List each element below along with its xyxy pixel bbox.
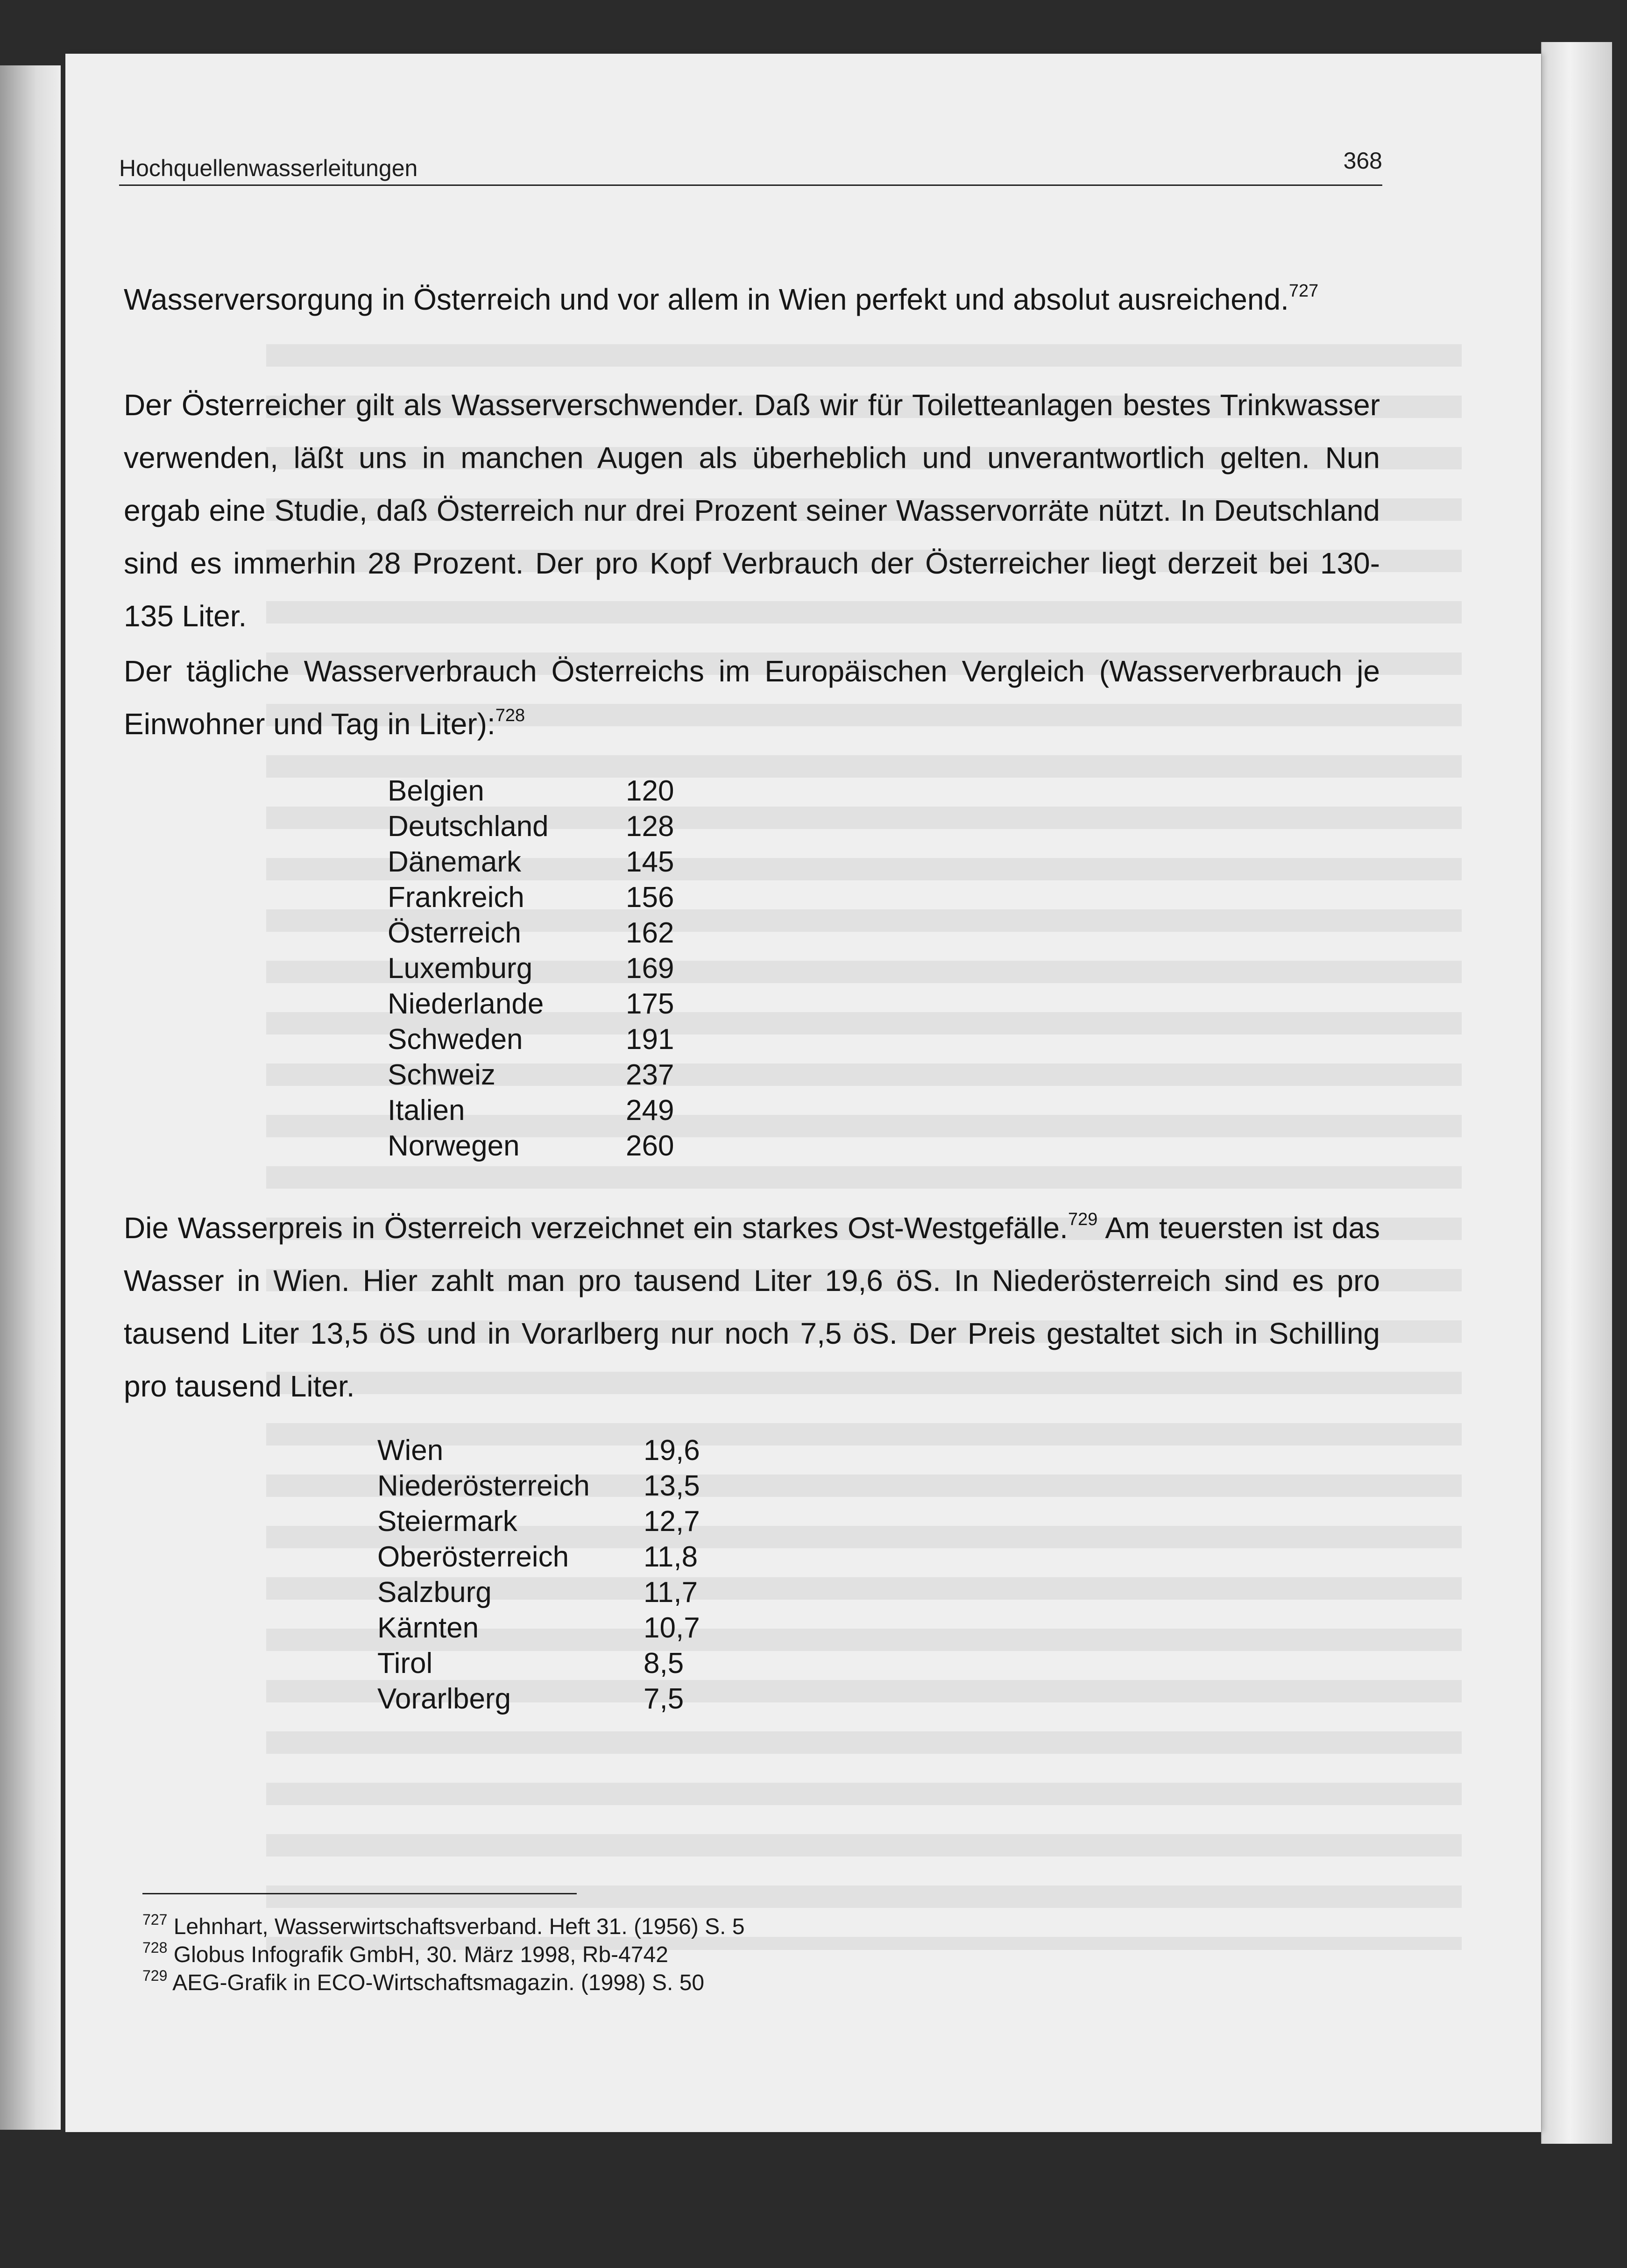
consumption-row-label: Frankreich (388, 881, 524, 914)
consumption-row (388, 986, 714, 1022)
price-row-value: 11,7 (644, 1576, 698, 1609)
footnote-ref-727: 727 (1288, 281, 1319, 301)
consumption-row-value: 260 (626, 1130, 674, 1162)
consumption-row-label: Belgien (388, 775, 484, 807)
consumption-table (388, 773, 714, 1164)
price-row-value: 8,5 (644, 1647, 684, 1680)
consumption-row (388, 915, 714, 951)
price-row (377, 1575, 714, 1610)
consumption-row-value: 175 (626, 988, 674, 1020)
consumption-row-label: Norwegen (388, 1130, 520, 1162)
consumption-row-label: Italien (388, 1094, 465, 1127)
price-row-value: 13,5 (644, 1470, 700, 1502)
price-row (377, 1610, 714, 1646)
footnote-729: $^{729}$ AEG-Grafik in ECO-Wirtschaftsmagazin. (1998) S. 50 (142, 1967, 705, 1995)
consumption-row-label: Deutschland (388, 810, 549, 843)
paragraph-2: Der Österreicher gilt als Wasserverschwender. Daß wir für Toiletteanlagen bestes Trinkwasser verwenden, läßt uns in manchen Augen als überheblich und unverantwortlich gelten. Nun ergab eine Studie, daß Österreich nur drei Prozent seiner Wasservorräte nützt. In Deutschland sind es immerhin 28 Prozent. Der pro Kopf Verbrauch der Österreicher liegt derzeit bei 130-135 Liter. (124, 388, 1380, 633)
consumption-row-label: Luxemburg (388, 952, 533, 985)
consumption-row (388, 1057, 714, 1093)
price-row-label: Oberösterreich (377, 1541, 569, 1573)
footnote-727: $^{727}$ Lehnhart, Wasserwirtschaftsverband. Heft 31. (1956) S. 5 (142, 1911, 745, 1939)
price-row-label: Wien (377, 1434, 444, 1467)
footnote-ref-729: 729 (1068, 1210, 1098, 1229)
consumption-row-value: 169 (626, 952, 674, 985)
book-page (65, 54, 1541, 2132)
consumption-row-label: Dänemark (388, 846, 521, 878)
footnote-rule (142, 1893, 577, 1894)
consumption-row-value: 156 (626, 881, 674, 914)
consumption-row (388, 1093, 714, 1128)
consumption-row-label: Österreich (388, 917, 521, 949)
price-row-label: Niederösterreich (377, 1470, 590, 1502)
price-row-label: Tirol (377, 1647, 433, 1680)
consumption-row-value: 237 (626, 1059, 674, 1091)
price-row (377, 1504, 714, 1539)
header-title: Hochquellenwasserleitungen (119, 155, 418, 181)
consumption-row-label: Schweiz (388, 1059, 495, 1091)
paragraph-1: Wasserversorgung in Österreich und vor allem in Wien perfekt und absolut ausreichend.$^{727}$ (124, 281, 1319, 316)
price-row-value: 11,8 (644, 1541, 698, 1573)
book-left-edge (0, 65, 61, 2130)
consumption-row (388, 1022, 714, 1057)
consumption-row-value: 249 (626, 1094, 674, 1127)
consumption-row (388, 951, 714, 986)
paragraph-3: Der tägliche Wasserverbrauch Österreichs im Europäischen Vergleich (Wasserverbrauch je Einwohner und Tag in Liter):$^{728}$ (124, 654, 1380, 741)
consumption-row (388, 773, 714, 809)
page-stack-edge (1541, 42, 1612, 2144)
price-row-value: 10,7 (644, 1612, 700, 1644)
footnote-ref-728: 728 (495, 706, 525, 725)
price-row (377, 1433, 714, 1468)
price-row-label: Vorarlberg (377, 1683, 511, 1715)
consumption-row-label: Schweden (388, 1023, 523, 1056)
price-table (377, 1433, 714, 1717)
price-row-value: 7,5 (644, 1683, 684, 1715)
paragraph-4: Die Wasserpreis in Österreich verzeichnet ein starkes Ost-Westgefälle.$^{729}$ Am teuersten ist das Wasser in Wien. Hier zahlt man pro tausend Liter 19,6 öS. In Niederösterreich sind es pro tausend Liter 13,5 öS und in Vorarlberg nur noch 7,5 öS. Der Preis gestaltet sich in Schilling pro tausend Liter. (124, 1210, 1380, 1403)
price-row-label: Steiermark (377, 1505, 517, 1538)
price-row-label: Kärnten (377, 1612, 479, 1644)
consumption-row (388, 844, 714, 880)
price-row (377, 1681, 714, 1717)
price-row-value: 12,7 (644, 1505, 700, 1538)
consumption-row-value: 120 (626, 775, 674, 807)
page-number: 368 (1343, 148, 1382, 174)
price-row (377, 1646, 714, 1681)
consumption-row (388, 809, 714, 844)
consumption-row-value: 162 (626, 917, 674, 949)
running-header (119, 142, 1382, 186)
consumption-row (388, 1128, 714, 1164)
footnote-728: $^{728}$ Globus Infografik GmbH, 30. März 1998, Rb-4742 (142, 1939, 668, 1967)
consumption-row-value: 145 (626, 846, 674, 878)
consumption-row-value: 128 (626, 810, 674, 843)
price-row (377, 1468, 714, 1504)
price-row-label: Salzburg (377, 1576, 492, 1609)
consumption-row-label: Niederlande (388, 988, 544, 1020)
consumption-row (388, 880, 714, 915)
price-row (377, 1539, 714, 1575)
consumption-row-value: 191 (626, 1023, 674, 1056)
price-row-value: 19,6 (644, 1434, 700, 1467)
